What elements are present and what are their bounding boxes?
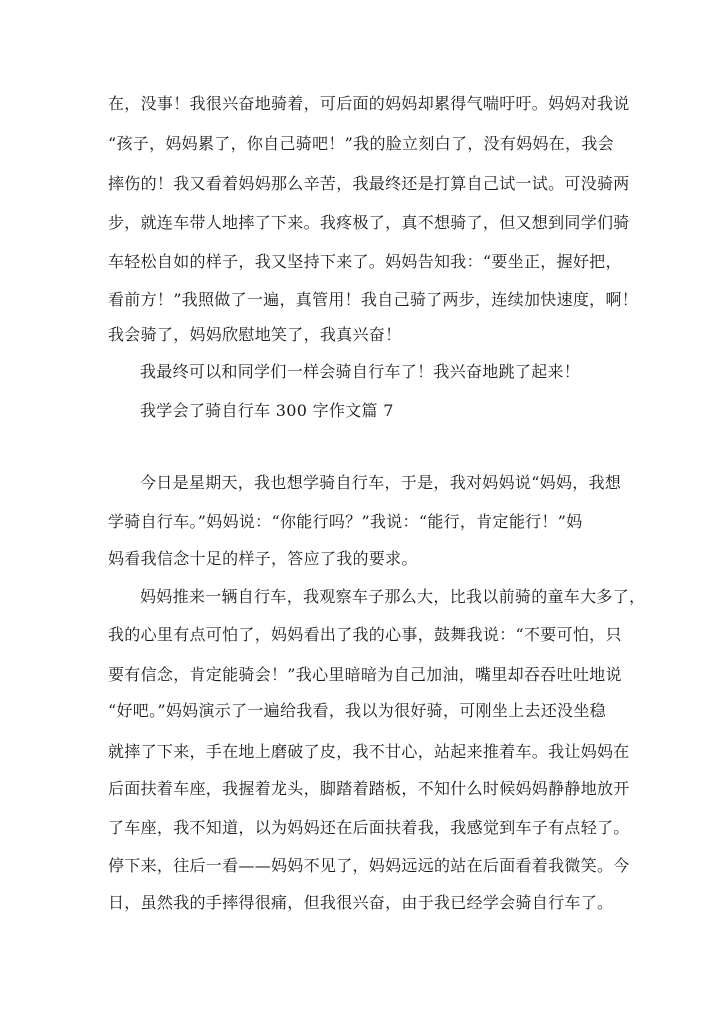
- paragraph-line: 妈妈推来一辆自行车，我观察车子那么大，比我以前骑的童车大多了，: [140, 587, 646, 606]
- text-line: 看前方！”我照做了一遍，真管用！我自己骑了两步，连续加快速度，啊！: [108, 290, 639, 309]
- text-line: 妈看我信念十足的样子，答应了我的要求。: [108, 549, 418, 568]
- text-line: 我会骑了，妈妈欣慰地笑了，我真兴奋！: [108, 325, 402, 344]
- text-line: 停下来，往后一看——妈妈不见了，妈妈远远的站在后面看着我微笑。今: [108, 856, 630, 875]
- paragraph-line: 今日是星期天，我也想学骑自行车，于是，我对妈妈说“妈妈，我想: [140, 473, 622, 492]
- text-line: 了车座，我不知道，以为妈妈还在后面扶着我，我感觉到车子有点轻了。: [108, 818, 630, 837]
- text-line: 我的心里有点可怕了，妈妈看出了我的心事，鼓舞我说：“不要可怕，只: [108, 625, 622, 644]
- text-line: 摔伤的！我又看着妈妈那么辛苦，我最终还是打算自己试一试。可没骑两: [108, 174, 630, 193]
- section-heading: 我学会了骑自行车 300 字作文篇 7: [140, 401, 394, 420]
- text-line: 步，就连车带人地摔了下来。我疼极了，真不想骑了，但又想到同学们骑: [108, 213, 630, 232]
- text-line: 要有信念，肯定能骑会！”我心里暗暗为自己加油，嘴里却吞吞吐吐地说: [108, 665, 622, 684]
- text-line: “孩子，妈妈累了，你自己骑吧！”我的脸立刻白了，没有妈妈在，我会: [108, 134, 614, 153]
- text-line: 日，虽然我的手摔得很痛，但我很兴奋，由于我已经学会骑自行车了。: [108, 893, 614, 912]
- text-line: 学骑自行车。”妈妈说：“你能行吗？”我说：“能行，肯定能行！”妈: [108, 512, 583, 531]
- text-line: 车轻松自如的样子，我又坚持下来了。妈妈告知我：“要坐正，握好把，: [108, 252, 622, 271]
- text-line: 后面扶着车座，我握着龙头，脚踏着踏板，不知什么时候妈妈静静地放开: [108, 779, 630, 798]
- text-line: “好吧。”妈妈演示了一遍给我看，我以为很好骑，可刚坐上去还没坐稳: [108, 701, 606, 720]
- paragraph-line: 我最终可以和同学们一样会骑自行车了！我兴奋地跳了起来！: [140, 362, 581, 381]
- text-line: 就摔了下来，手在地上磨破了皮，我不甘心，站起来推着车。我让妈妈在: [108, 742, 630, 761]
- text-line: 在，没事！我很兴奋地骑着，可后面的妈妈却累得气喘吁吁。妈妈对我说: [108, 94, 630, 113]
